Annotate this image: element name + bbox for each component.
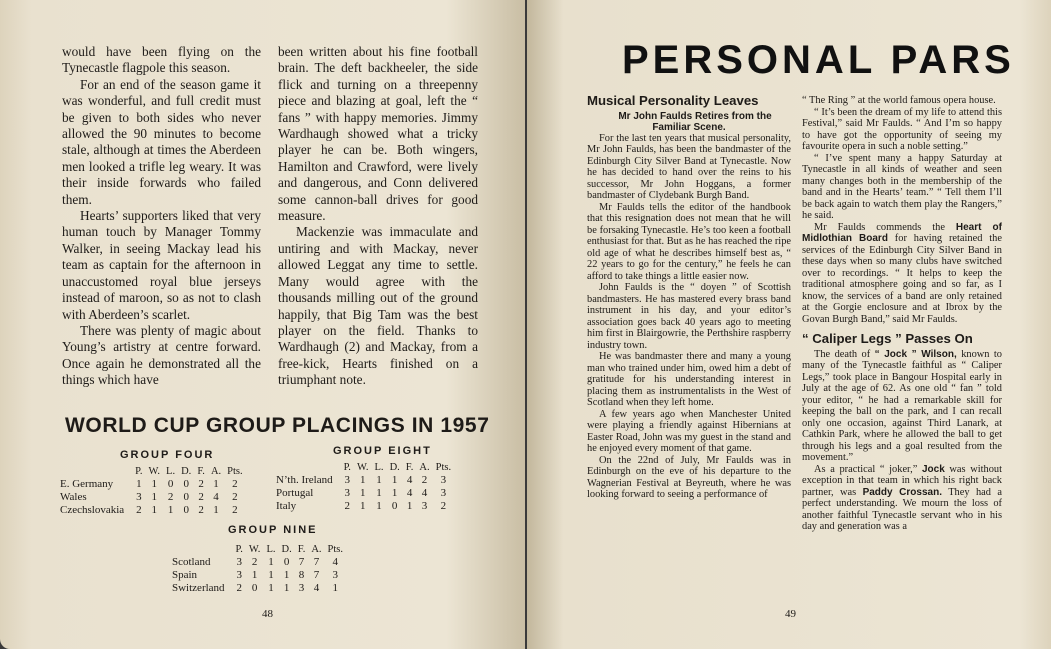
col-header: L. [166,466,176,477]
col-header: Pts. [327,544,344,555]
group-four-heading: GROUP FOUR [120,449,215,461]
group-eight-table [276,461,454,513]
table-row: E. Germany 1 1 0 0 2 1 2 [60,478,238,490]
bold-text: “ Jock ” Wilson, [874,348,957,360]
world-cup-title: WORLD CUP GROUP PLACINGS IN 1957 [65,414,490,437]
paragraph: would have been flying on the Tynecastle flagpole this season. [62,44,261,76]
bold-text: Paddy Crossan. [862,486,942,498]
bold-text: Heart of Midlothian Board [802,221,1002,244]
group-nine-heading: GROUP NINE [228,524,318,536]
col-header: F. [197,466,205,477]
table-row: Portugal 3 1 1 1 4 4 3 [276,487,447,499]
col-header: P. [135,466,143,477]
table-row: Spain 3 1 1 1 8 7 3 [172,569,339,581]
paragraph: Hearts’ supporters liked that very human touch by Manager Tommy Walker, in seeing Mackay lead his team as captain for the afternoon in unaccustomed royal blue jerseys instead of maroon, so as not to clash with Aberdeen’s scarlet. [62,208,261,322]
text-run: Mr Faulds commends the [814,221,956,233]
col-header: D. [181,466,192,477]
bold-text: Jock [921,463,945,475]
text-run: known to many of the Tynecastle faithful as “ Caliper Legs,” took place in Bangour Hospital early in July at the age of 62. As one old “ fan ” told your editor, “ he had a remarkable skill for keeping the ball on the park, and I can recall only one occasion, against Third Lanark, at Cathkin Park, where he allowed the ball to get through his legs and a goal resulted from the movement.” [802,348,1002,463]
article-heading: “ Caliper Legs ” Passes On [802,331,973,346]
col-header: L. [266,544,276,555]
left-column-2 [278,44,478,389]
article-heading: Musical Personality Leaves [587,93,759,108]
paragraph [802,464,1002,533]
personal-pars-title: PERSONAL PARS [622,38,1015,82]
page-number: 49 [785,608,796,620]
paragraph: There was plenty of magic about Young’s artistry at centre forward. Once again he demonstrated all the things which have [62,322,261,388]
paragraph [802,349,1002,464]
col-header: A. [210,466,222,477]
col-header: P. [235,544,243,555]
table-row: Czechslovakia 2 1 1 0 2 1 2 [60,504,238,516]
paragraph: He was bandmaster there and many a young man who trained under him, owed him a debt of gratitude for his understanding interest in placing them as instrumentalists in the West of Scotland when they left home. [587,351,791,408]
paragraph: Mr Faulds tells the editor of the handbook that this resignation does not mean that he will be forsaking Tynecastle. He’s too keen a football enthusiast for that. But as he has reached the ripe old age of what he describes himself best as, “ 22 years to go for the century,” he feels he can afford to take things a little easier now. [587,201,791,282]
paragraph: For an end of the season game it was wonderful, and full credit must be given to both sides who never allowed the 90 minutes to become stale, although at times the Aberdeen men looked a trifle leg weary. It was their inside forwards who failed them. [62,76,261,207]
text-run: They had a perfect understanding. We mourn the loss of another faithful Tynecastle servant who in his day and generation was a [802,486,1002,532]
group-four-table [60,465,246,517]
text-run: The death of [814,348,875,360]
col-header: D. [389,462,400,473]
paragraph: “ It’s been the dream of my life to attend this Festival,” said Mr Faulds. “ And I’m so happy to have got the opportunity of seeing my favourite opera in such a noble setting.” [802,106,1002,152]
text-run: for having retained the services of the Edinburgh City Silver Band in these days when so many clubs have switched over to recordings. “ It helps to keep the traditional atmosphere going and so far, as I know, the services of a band are only retained at the Gorgie enclosure and at Ibrox by the Govan Burgh Band,” said Mr Faulds. [802,233,1002,325]
page-number: 48 [262,608,273,620]
col-header: W. [148,466,161,477]
paragraph: John Faulds is the “ doyen ” of Scottish bandmasters. He has mastered every brass band instrument in his day, and your editor’s association goes back 40 years ago to meeting him first in Blairgowrie, the Perthshire raspberry industry town. [587,282,791,351]
right-column-1 [587,95,791,501]
col-header: F. [297,544,306,555]
table-row: Wales 3 1 2 0 2 4 2 [60,491,238,503]
col-header: D. [281,544,292,555]
left-column-1 [62,44,261,389]
col-header: L. [374,462,384,473]
col-header: A. [311,544,322,555]
table-row: N’th. Ireland 3 1 1 1 4 2 3 [276,474,447,486]
paragraph: A few years ago when Manchester United were playing a friendly against Hibernians at Easter Road, John was my guest in the stand and he enjoyed every moment of that game. [587,408,791,454]
table-row: Switzerland 2 0 1 1 3 4 1 [172,582,339,594]
text-run: was without exception in that team in which his right back partner, was [802,463,1002,498]
paragraph: On the 22nd of July, Mr Faulds was in Edinburgh on the eve of his departure to the Wagnerian Festival at Beyreuth, where he was looking forward to seeing a performance of [587,454,791,500]
paragraph: “ The Ring ” at the world famous opera house. [802,95,996,106]
table-row: Italy 2 1 1 0 1 3 2 [276,500,447,512]
col-header: Pts. [227,466,243,477]
col-header: W. [248,544,261,555]
col-header: A. [419,462,430,473]
table-header-row [276,461,454,474]
right-page [527,0,1051,649]
article-subheading: Mr John Faulds Retires from the Familiar Scene. [618,110,772,133]
left-page [0,0,525,649]
table-header-row [172,543,346,556]
col-header: F. [405,462,414,473]
table-row: Scotland 3 2 1 0 7 7 4 [172,556,339,568]
col-header: Pts. [435,462,452,473]
group-nine-table [172,543,346,595]
right-column-2 [802,95,1002,533]
group-eight-heading: GROUP EIGHT [333,445,432,457]
paragraph: Mackenzie was immaculate and untiring and with Mackay, never allowed Leggat any time to settle. Many would agree with the thousands milling out of the ground happily, that Big Tam was the best player on the field. Thanks to Wardhaugh (2) and Mackay, from a free-kick, Hearts finished on a triumphant note. [278,224,478,388]
paragraph: been written about his fine football brain. The deft backheeler, the side flick and turning on a threepenny piece and blazing at goal, left the “ fans ” with happy memories. Jimmy Wardhaugh showed what a tricky player he can be. Both wingers, Hamilton and Crawford, were lively and dangerous, and Conn delivered some cannon-ball drives for good measure. [278,44,478,224]
paragraph: For the last ten years that musical personality, Mr John Faulds, has been the bandmaster of the Edinburgh City Silver Band at Tynecastle. Now he has decided to hand over the reins to his successor, Mr John Hoggans, a former bandmaster of Clydebank Burgh Band. [587,132,791,201]
text-run: As a practical “ joker,” [814,463,922,475]
paragraph [802,222,1002,326]
col-header: P. [343,462,351,473]
col-header: W. [356,462,369,473]
paragraph: “ I’ve spent many a happy Saturday at Tynecastle in all kinds of weather and seen many changes both in the membership of the band and in the Hearts’ team.” “ Tell them I’ll be back again to watch them play the Rangers,” he said. [802,152,1002,221]
table-header-row [60,465,246,478]
